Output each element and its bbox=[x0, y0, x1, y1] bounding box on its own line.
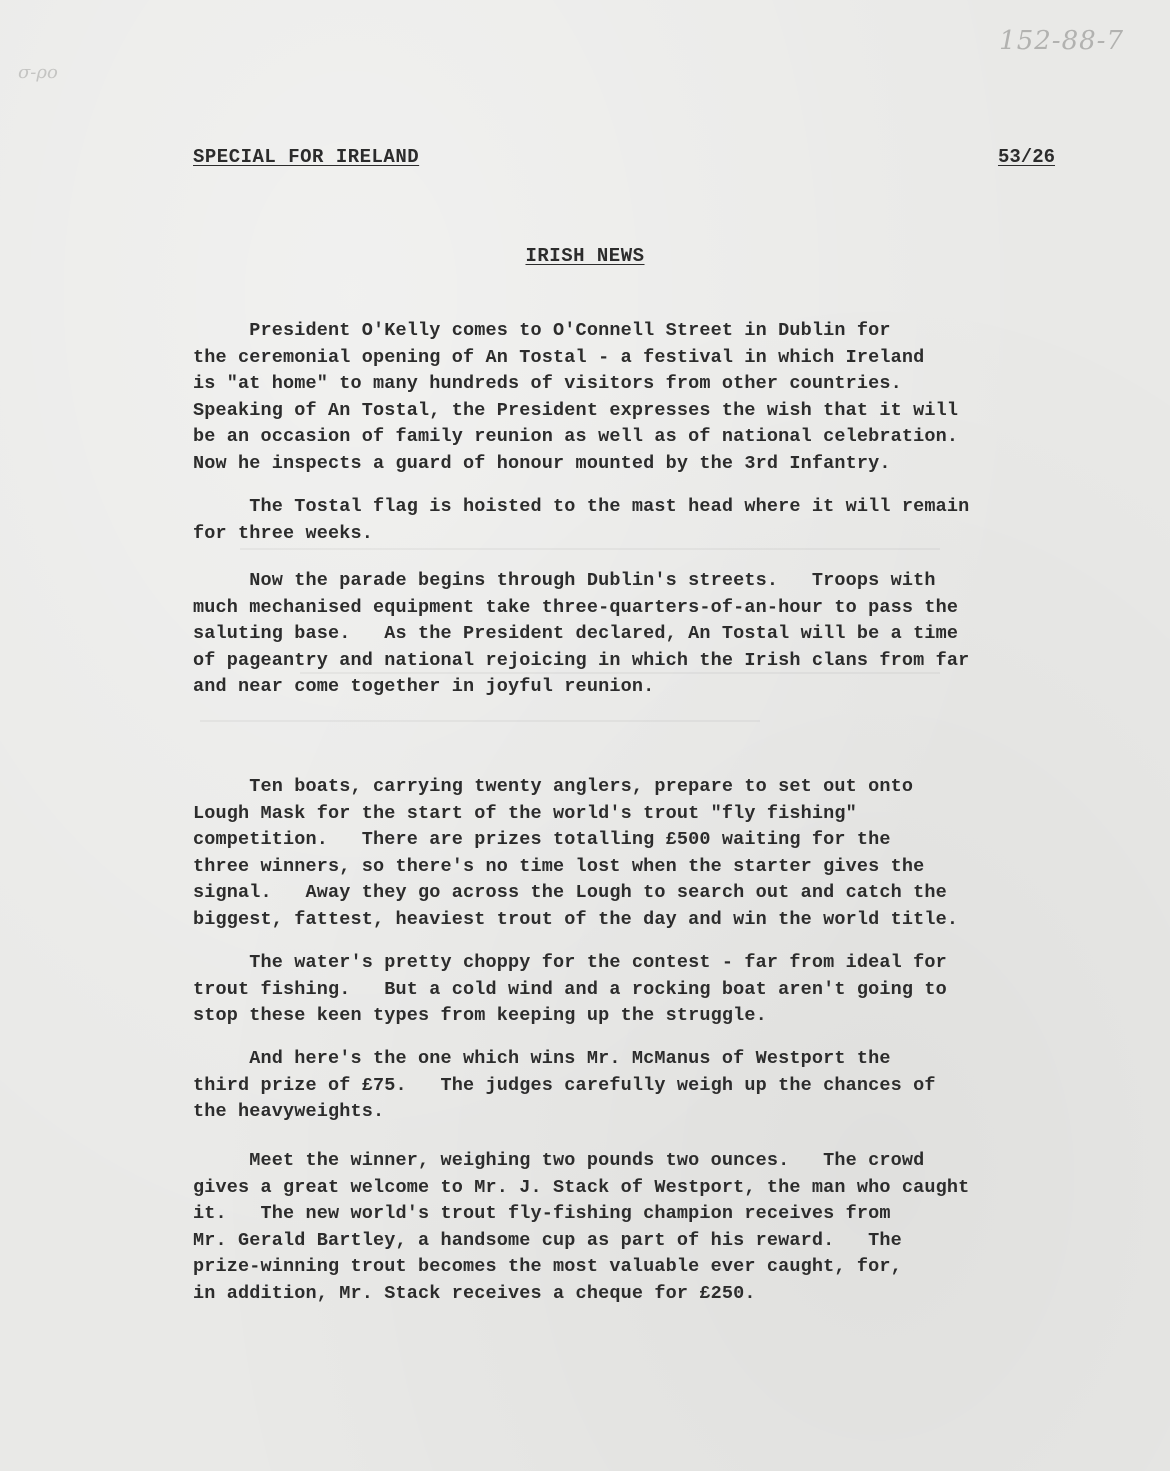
bleed-through-mark bbox=[200, 720, 760, 722]
document-reference-number: 53/26 bbox=[997, 146, 1055, 168]
corner-pencil-mark: σ-ρο bbox=[18, 62, 58, 83]
paragraph-president-opening: President O'Kelly comes to O'Connell Street in Dublin for the ceremonial opening of An Tostal - a festival in which Ireland is "at home" to many hundreds of visitors from other countries. Speaking of An Tostal, the President expresses the wish that it will be an occasion of family reunion as well as of national celebration. Now he inspects a guard of honour mounted by the 3rd Infantry. bbox=[193, 320, 959, 474]
document-title: IRISH NEWS bbox=[525, 245, 645, 267]
paragraph-tostal-flag: The Tostal flag is hoisted to the mast head where it will remain for three weeks. bbox=[193, 496, 970, 544]
document-header-label: SPECIAL FOR IRELAND bbox=[193, 146, 420, 168]
paragraph-winner: Meet the winner, weighing two pounds two ounces. The crowd gives a great welcome to Mr. J. Stack of Westport, the man who caught it. The new world's trout fly-fishing champion receives from Mr. Gerald Bartley, a handsome cup as part of his reward. The prize-winning trout becomes the most valuable ever caught, for, in addition, Mr. Stack receives a cheque for £250. bbox=[193, 1150, 970, 1304]
paragraph-third-prize: And here's the one which wins Mr. McManus of Westport the third prize of £75. The judges carefully weigh up the chances of the heavyweights. bbox=[193, 1048, 936, 1122]
paragraph-parade: Now the parade begins through Dublin's streets. Troops with much mechanised equipment take three-quarters-of-an-hour to pass the saluting base. As the President declared, An Tostal will be a time of pageantry and national rejoicing in which the Irish clans from far and near come together in joyful reunion. bbox=[193, 570, 970, 697]
paragraph-fishing-competition: Ten boats, carrying twenty anglers, prepare to set out onto Lough Mask for the start of the world's trout "fly fishing" competition. There are prizes totalling £500 waiting for the three winners, so there's no time lost when the starter gives the signal. Away they go across the Lough to search out and catch the biggest, fattest, heaviest trout of the day and win the world title. bbox=[193, 776, 959, 930]
bleed-through-mark bbox=[240, 548, 940, 550]
paragraph-choppy-water: The water's pretty choppy for the contest - far from ideal for trout fishing. But a cold wind and a rocking boat aren't going to stop these keen types from keeping up the struggle. bbox=[193, 952, 947, 1026]
handwritten-catalog-number: 152-88-7 bbox=[999, 26, 1124, 56]
